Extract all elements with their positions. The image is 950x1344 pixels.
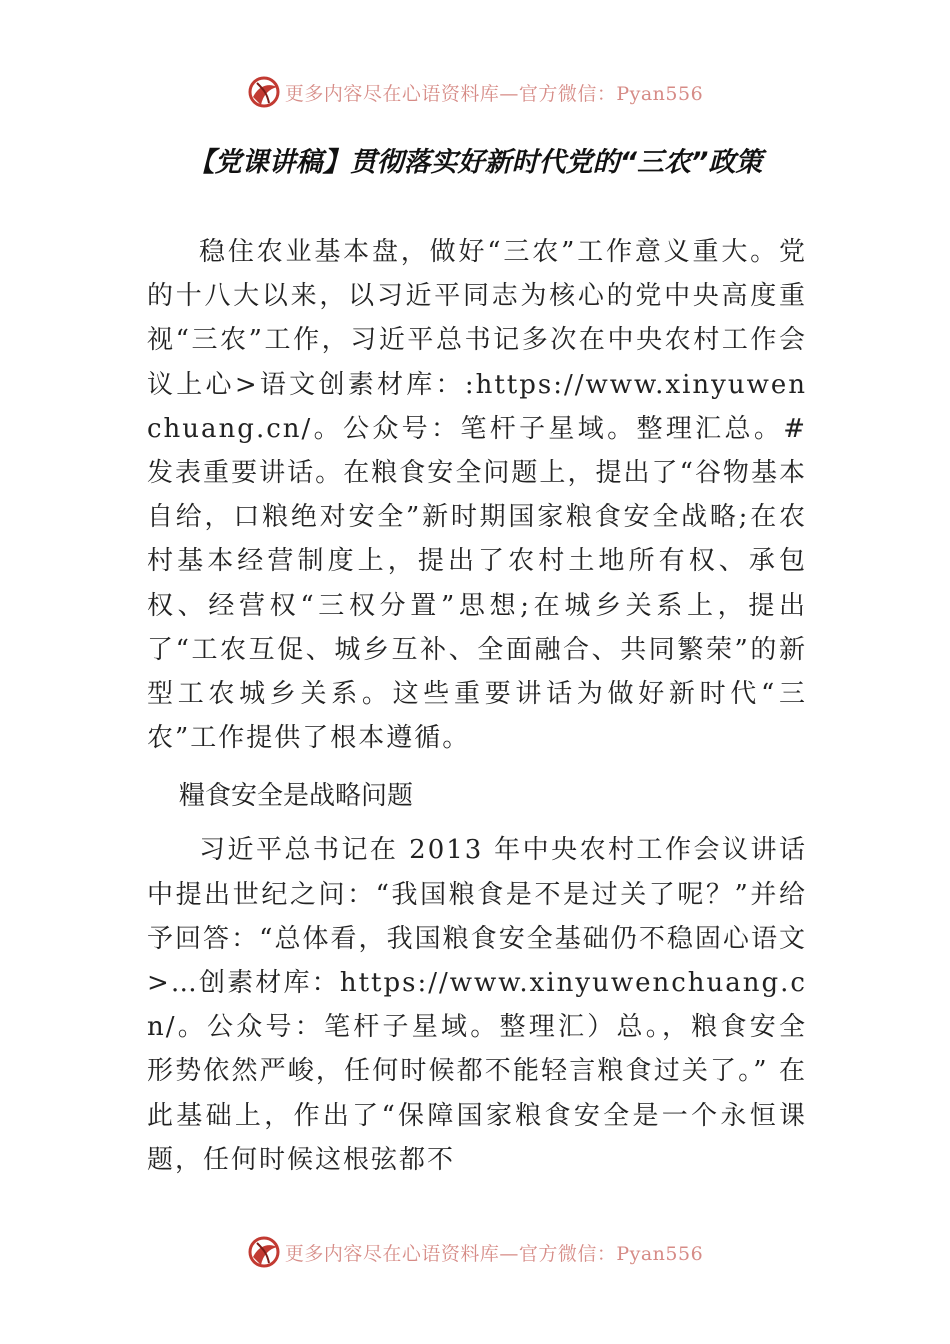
document-body — [147, 230, 807, 1182]
section-heading: 糧食安全是战略问题 — [179, 781, 414, 812]
body-paragraph: 习近平总书记在 2013 年中央农村工作会议讲话中提出世纪之问：“我国粮食是不是过关了呢？”并给予回答：“总体看，我国粮食安全基础仍不稳固心语文>…创素材库：https://www.xinyuwenchuang.cn/。公众号：笔杆子星域。整理汇）总。，粮食安全形势依然严峻，任何时候都不能轻言粮食过关了。” 在此基础上，作出了“保障国家粮食安全是一个永恒课题，任何时候这根弦都不 — [147, 835, 807, 1175]
red-swirl-logo-icon — [247, 75, 281, 109]
watermark-text: 更多内容尽在心语资料库—官方微信：Pyan556 — [284, 1242, 704, 1265]
document-title: 【党课讲稿】贯彻落实好新时代党的“三农”政策 — [187, 147, 763, 178]
body-paragraph: 稳住农业基本盘，做好“三农”工作意义重大。党的十八大以来，以习近平同志为核心的党中央高度重视“三农”工作，习近平总书记多次在中央农村工作会议上心>语文创素材库：:https://www.xinyuwenchuang.cn/。公众号：笔杆子星域。整理汇总。#发表重要讲话。在粮食安全问题上，提出了“谷物基本自给，口粮绝对安全”新时期国家粮食安全战略;在农村基本经营制度上，提出了农村土地所有权、承包权、经营权“三权分置”思想;在城乡关系上，提出了“工农互促、城乡互补、全面融合、共同繁荣”的新型工农城乡关系。这些重要讲话为做好新时代“三农”工作提供了根本遵循。 — [147, 237, 807, 754]
watermark-text: 更多内容尽在心语资料库—官方微信：Pyan556 — [284, 82, 704, 105]
header-watermark-banner — [0, 72, 950, 112]
red-swirl-logo-icon — [247, 1235, 281, 1269]
footer-watermark-banner — [0, 1232, 950, 1272]
